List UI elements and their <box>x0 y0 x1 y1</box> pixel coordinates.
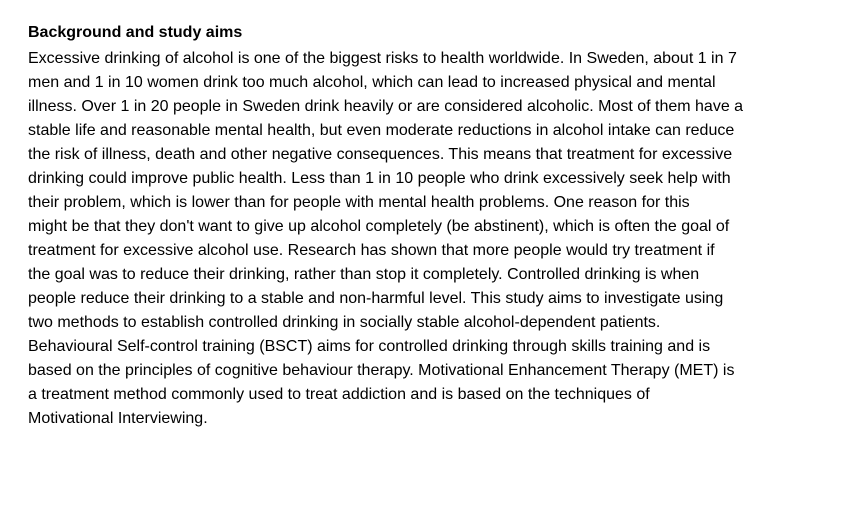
paragraph-line: treatment for excessive alcohol use. Research has shown that more people would try treatment if <box>28 242 715 259</box>
paragraph-line: the risk of illness, death and other negative consequences. This means that treatment for excessive <box>28 146 733 163</box>
paragraph-line: Behavioural Self-control training (BSCT) aims for controlled drinking through skills training and is <box>28 338 711 355</box>
paragraph-line: two methods to establish controlled drinking in socially stable alcohol-dependent patients. <box>28 314 661 331</box>
paragraph-line: men and 1 in 10 women drink too much alcohol, which can lead to increased physical and mental <box>28 74 716 91</box>
document-body <box>28 22 828 431</box>
paragraph-line: based on the principles of cognitive behaviour therapy. Motivational Enhancement Therapy (MET) is <box>28 362 735 379</box>
paragraph-line: Motivational Interviewing. <box>28 410 208 427</box>
paragraph <box>28 47 828 431</box>
paragraph-line: people reduce their drinking to a stable and non-harmful level. This study aims to investigate using <box>28 290 724 307</box>
paragraph-line: their problem, which is lower than for people with mental health problems. One reason for this <box>28 194 690 211</box>
paragraph-line: the goal was to reduce their drinking, rather than stop it completely. Controlled drinking is when <box>28 266 700 283</box>
paragraph-line: might be that they don't want to give up alcohol completely (be abstinent), which is often the goal of <box>28 218 730 235</box>
paragraph-line: illness. Over 1 in 20 people in Sweden drink heavily or are considered alcoholic. Most of them have a <box>28 98 744 115</box>
section-heading: Background and study aims <box>28 24 243 41</box>
paragraph-line: drinking could improve public health. Less than 1 in 10 people who drink excessively seek help with <box>28 170 731 187</box>
paragraph-line: Excessive drinking of alcohol is one of the biggest risks to health worldwide. In Sweden, about 1 in 7 <box>28 50 737 67</box>
paragraph-line: stable life and reasonable mental health, but even moderate reductions in alcohol intake can reduce <box>28 122 735 139</box>
paragraph-line: a treatment method commonly used to treat addiction and is based on the techniques of <box>28 386 650 403</box>
